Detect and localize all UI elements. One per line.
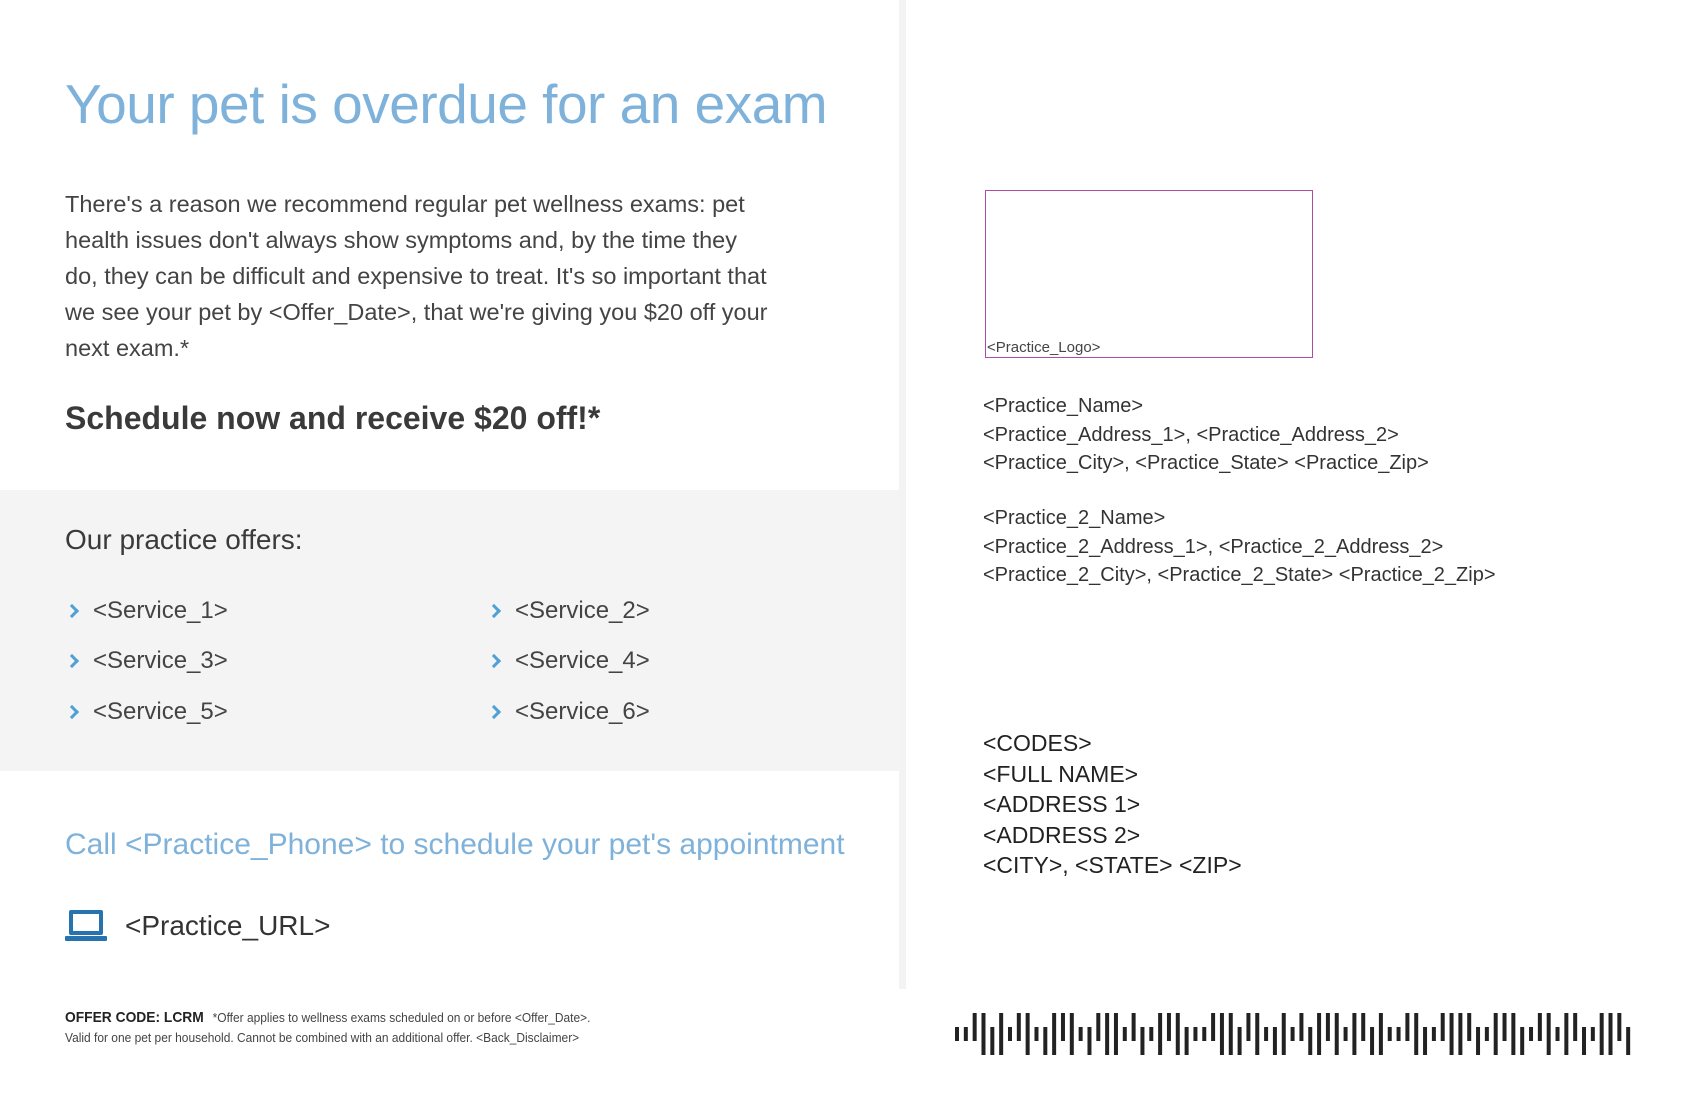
barcode-bar [1229,1013,1233,1055]
barcode-bar [1114,1013,1118,1055]
barcode-bar [1193,1027,1197,1041]
barcode-bar [1326,1013,1330,1041]
barcode-bar [1105,1013,1109,1055]
barcode-bar [1140,1027,1144,1055]
service-item [65,597,228,625]
service-label: <Service_4> [515,647,650,674]
service-item [65,647,228,675]
practice-name: <Practice_Name> [983,395,1144,417]
barcode-bar [1317,1013,1321,1055]
barcode-bar [964,1027,968,1041]
barcode-bar [1335,1013,1339,1055]
barcode-bar [1043,1027,1047,1055]
barcode-bar [1591,1027,1595,1041]
barcode-bar [1511,1013,1515,1055]
service-item [65,698,228,726]
page-title: Your pet is overdue for an exam [65,73,828,135]
barcode-bar [1070,1013,1074,1055]
barcode-bar [1626,1027,1630,1055]
barcode-bar [1308,1027,1312,1055]
practice-address: <Practice_Address_1>, <Practice_Address_2> [983,423,1399,446]
chevron-right-icon [65,705,79,719]
barcode-bar [1246,1013,1250,1041]
barcode-bar [1273,1027,1277,1055]
barcode-bar [1432,1027,1436,1041]
barcode-bar [1405,1013,1409,1041]
intro-line: we see your pet by <Offer_Date>, that we're giving you $20 off your [65,299,768,325]
practice-url[interactable]: <Practice_URL> [125,910,331,941]
barcode-bar [1034,1027,1038,1041]
recipient-city-line: <CITY>, <STATE> <ZIP> [983,852,1242,878]
service-item [487,698,650,726]
barcode-bar [1220,1013,1224,1055]
barcode-bar [1617,1013,1621,1041]
chevron-right-icon [487,604,501,618]
disclaimer-line-2: Valid for one pet per household. Cannot be combined with an additional offer. <Back_Disclaimer> [65,1030,580,1045]
barcode-bar [1582,1027,1586,1055]
service-label: <Service_3> [93,647,228,674]
barcode-bar [1282,1013,1286,1055]
barcode-bar [1467,1013,1471,1041]
barcode-bar [981,1013,985,1055]
barcode-bar [1476,1027,1480,1055]
disclaimer [65,1008,819,1048]
chevron-right-icon [487,654,501,668]
barcode-bar [999,1013,1003,1055]
barcode-bar [1494,1013,1498,1055]
barcode-bar [1388,1027,1392,1041]
intro-line: health issues don't always show symptoms and, by the time they [65,227,737,253]
service-item [487,597,650,625]
barcode-bar [1096,1013,1100,1041]
barcode-bar [1238,1027,1242,1055]
service-label: <Service_6> [515,698,650,725]
barcode-bar [1026,1013,1030,1055]
recipient-full-name: <FULL NAME> [983,760,1139,787]
barcode-bar [1017,1013,1021,1041]
barcode-bar [1441,1013,1445,1041]
practice-logo-placeholder [985,190,1313,358]
recipient-address-2: <ADDRESS 2> [983,821,1141,848]
barcode-bar [1123,1027,1127,1041]
barcode-bar [1167,1013,1171,1041]
barcode-bar [1132,1013,1136,1041]
recipient-address-block [983,728,1242,881]
barcode-bar [955,1027,959,1041]
service-label: <Service_2> [515,597,650,624]
logo-label: <Practice_Logo> [987,339,1101,356]
recipient-codes: <CODES> [983,730,1092,756]
offer-code: OFFER CODE: LCRM [65,1009,204,1026]
barcode-bar [1564,1013,1568,1055]
practice-2-name: <Practice_2_Name> [983,507,1166,529]
barcode-bar [1600,1013,1604,1055]
chevron-right-icon [487,705,501,719]
barcode-bar [1008,1027,1012,1041]
intro-line: next exam.* [65,335,190,361]
barcode-bar [973,1013,977,1041]
offer-headline: Schedule now and receive $20 off!* [65,400,601,436]
barcode-bar [1299,1013,1303,1041]
laptop-icon [65,910,107,942]
practice-url-row [65,910,330,942]
intro-line: do, they can be difficult and expensive to treat. It's so important that [65,263,767,289]
service-label: <Service_1> [93,597,228,624]
practice-2-city-line: <Practice_2_City>, <Practice_2_State> <Practice_2_Zip> [983,564,1496,586]
barcode-bar [1520,1027,1524,1055]
barcode-bar [1529,1027,1533,1041]
barcode-bar [1264,1027,1268,1041]
practice-2-address: <Practice_2_Address_1>, <Practice_2_Address_2> [983,535,1444,558]
barcode-bar [1255,1013,1259,1055]
barcode-bar [1079,1027,1083,1041]
barcode-bar [1361,1013,1365,1041]
practice-address-block [983,392,1429,478]
barcode-bar [1450,1013,1454,1055]
barcode-bar [1547,1013,1551,1055]
barcode-bar [1573,1013,1577,1041]
disclaimer-line-1: *Offer applies to wellness exams scheduled on or before <Offer_Date>. [212,1010,591,1025]
practice-city-line: <Practice_City>, <Practice_State> <Practice_Zip> [983,452,1429,474]
barcode-bar [1379,1013,1383,1055]
call-to-action: Call <Practice_Phone> to schedule your pet's appointment [65,828,845,861]
services-section [0,490,899,771]
recipient-address-1: <ADDRESS 1> [983,791,1141,817]
panel-divider [899,0,906,989]
barcode-bar [1397,1027,1401,1041]
barcode-bar [1149,1027,1153,1041]
barcode-bar [1185,1027,1189,1055]
barcode-bar [1556,1027,1560,1041]
barcode-bar [1176,1013,1180,1055]
chevron-right-icon [65,604,79,618]
service-label: <Service_5> [93,698,228,725]
intro-paragraph [65,186,855,366]
barcode-bar [1414,1013,1418,1055]
barcode-bar [1609,1013,1613,1055]
practice-2-address-block [983,504,1496,590]
barcode-bar [1061,1013,1065,1041]
chevron-right-icon [65,654,79,668]
postal-barcode [955,1013,1635,1055]
barcode-bar [1458,1013,1462,1055]
barcode-bar [1344,1027,1348,1041]
barcode-bar [1352,1013,1356,1055]
barcode-bar [1291,1027,1295,1041]
barcode-bar [1211,1013,1215,1041]
barcode-bar [990,1027,994,1055]
barcode-bar [1423,1027,1427,1055]
barcode-bar [1503,1013,1507,1041]
barcode-bar [1538,1013,1542,1041]
barcode-bar [1052,1013,1056,1055]
barcode-bar [1087,1027,1091,1055]
service-item [487,647,650,675]
barcode-bar [1202,1027,1206,1041]
barcode-bar [1370,1027,1374,1055]
intro-line: There's a reason we recommend regular pet wellness exams: pet [65,191,745,217]
barcode-bar [1485,1027,1489,1041]
services-title: Our practice offers: [65,524,303,555]
barcode-bar [1158,1013,1162,1055]
